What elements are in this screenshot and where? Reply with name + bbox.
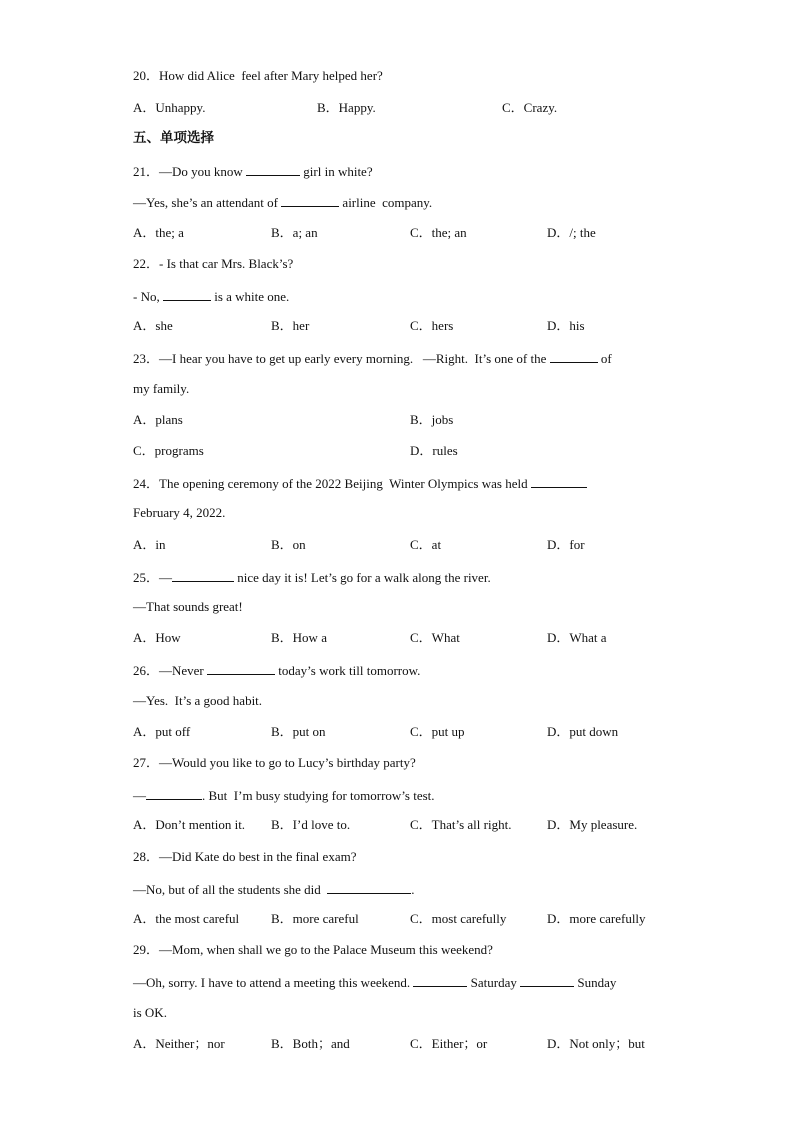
q26-option-c[interactable]: C．put up xyxy=(410,724,465,739)
q24-option-a[interactable]: A．in xyxy=(133,537,166,552)
q27-text-a: — xyxy=(133,788,146,803)
q29-line3: is OK. xyxy=(133,1005,167,1020)
q20-option-c[interactable]: C．Crazy. xyxy=(502,100,558,115)
q26-blank-1 xyxy=(207,661,275,675)
q27-option-b[interactable]: B．I’d love to. xyxy=(271,817,351,832)
q25-option-a[interactable]: A．How xyxy=(133,630,181,645)
q21-options xyxy=(133,225,673,241)
q29-line1: 29．—Mom, when shall we go to the Palace Museum this weekend? xyxy=(133,942,493,957)
q24-option-c[interactable]: C．at xyxy=(410,537,442,552)
q29-text-a: —Oh, sorry. I have to attend a meeting this weekend. xyxy=(133,975,414,990)
q28-option-c[interactable]: C．most carefully xyxy=(410,911,507,926)
q26-text-a: 26．—Never xyxy=(133,663,208,678)
q23-option-a[interactable]: A．plans xyxy=(133,412,183,427)
q20-option-a[interactable]: A．Unhappy. xyxy=(133,100,206,115)
q29-option-c[interactable]: C．Either；or xyxy=(410,1036,488,1051)
q28-text-a: —No, but of all the students she did xyxy=(133,882,328,897)
q21-text-d: airline company. xyxy=(339,195,433,210)
q29-line2 xyxy=(133,973,616,991)
q24-line1 xyxy=(133,474,587,492)
q28-blank-1 xyxy=(327,880,411,894)
q23-option-c[interactable]: C．programs xyxy=(133,443,204,458)
q22-options xyxy=(133,318,673,334)
q22-blank-1 xyxy=(163,287,211,301)
q28-line1: 28．—Did Kate do best in the final exam? xyxy=(133,849,357,864)
q26-options xyxy=(133,724,673,740)
q28-text-b: . xyxy=(411,882,415,897)
q25-options xyxy=(133,630,673,646)
q27-blank-1 xyxy=(146,786,202,800)
q29-option-a[interactable]: A．Neither；nor xyxy=(133,1036,225,1051)
q21-blank-1 xyxy=(246,162,300,176)
q27-option-c[interactable]: C．That’s all right. xyxy=(410,817,512,832)
q25-blank-1 xyxy=(172,568,234,582)
q24-option-b[interactable]: B．on xyxy=(271,537,306,552)
q29-text-c: Sunday xyxy=(574,975,617,990)
q23-text-b: of xyxy=(597,351,612,366)
q24-option-d[interactable]: D．for xyxy=(547,537,585,552)
q26-option-a[interactable]: A．put off xyxy=(133,724,191,739)
q23-line2: my family. xyxy=(133,381,190,396)
q29-blank-1 xyxy=(413,973,467,987)
section-title: 五、单项选择 xyxy=(133,130,214,146)
q21-text-a: 21．—Do you know xyxy=(133,164,247,179)
q28-option-d[interactable]: D．more carefully xyxy=(547,911,646,926)
q23-options-row1 xyxy=(133,412,673,428)
q23-option-b[interactable]: B．jobs xyxy=(410,412,454,427)
q21-line2 xyxy=(133,193,432,211)
q23-line1 xyxy=(133,349,612,367)
q24-blank-1 xyxy=(531,474,587,488)
q25-line1 xyxy=(133,568,491,586)
q27-option-d[interactable]: D．My pleasure. xyxy=(547,817,638,832)
q22-option-c[interactable]: C．hers xyxy=(410,318,454,333)
q21-option-c[interactable]: C．the; an xyxy=(410,225,467,240)
q22-text-b: is a white one. xyxy=(210,289,290,304)
q29-blank-2 xyxy=(520,973,574,987)
q21-text-c: —Yes, she’s an attendant of xyxy=(133,195,282,210)
q21-option-a[interactable]: A．the; a xyxy=(133,225,184,240)
q21-line1 xyxy=(133,162,373,180)
q22-option-d[interactable]: D．his xyxy=(547,318,585,333)
q26-text-b: today’s work till tomorrow. xyxy=(275,663,421,678)
q26-option-d[interactable]: D．put down xyxy=(547,724,619,739)
q22-option-b[interactable]: B．her xyxy=(271,318,310,333)
q28-options xyxy=(133,911,673,927)
q24-text-a: 24．The opening ceremony of the 2022 Beijing Winter Olympics was held xyxy=(133,476,531,491)
q25-text-b: nice day it is! Let’s go for a walk along the river. xyxy=(234,570,491,585)
q26-line2: —Yes. It’s a good habit. xyxy=(133,693,263,708)
q25-option-d[interactable]: D．What a xyxy=(547,630,607,645)
q27-text-b: . But I’m busy studying for tomorrow’s test. xyxy=(202,788,435,803)
q24-line2: February 4, 2022. xyxy=(133,505,226,520)
q22-line1: 22．- Is that car Mrs. Black’s? xyxy=(133,256,294,271)
q25-option-b[interactable]: B．How a xyxy=(271,630,327,645)
q25-text-a: 25．— xyxy=(133,570,173,585)
q29-text-b: Saturday xyxy=(467,975,521,990)
q20-options xyxy=(133,100,673,116)
q26-line1 xyxy=(133,661,420,679)
q22-option-a[interactable]: A．she xyxy=(133,318,173,333)
q29-option-b[interactable]: B．Both；and xyxy=(271,1036,350,1051)
q25-line2: —That sounds great! xyxy=(133,599,243,614)
q21-blank-2 xyxy=(281,193,339,207)
q22-line2 xyxy=(133,287,289,305)
q24-options xyxy=(133,537,673,553)
q20-option-b[interactable]: B．Happy. xyxy=(317,100,376,115)
q29-options xyxy=(133,1036,673,1052)
q28-option-b[interactable]: B．more careful xyxy=(271,911,359,926)
q25-option-c[interactable]: C．What xyxy=(410,630,460,645)
q23-blank-1 xyxy=(550,349,598,363)
q27-option-a[interactable]: A．Don’t mention it. xyxy=(133,817,246,832)
q21-option-d[interactable]: D．/; the xyxy=(547,225,596,240)
q20-stem: 20．How did Alice feel after Mary helped her? xyxy=(133,68,383,83)
q22-text-a: - No, xyxy=(133,289,163,304)
q23-options-row2 xyxy=(133,443,673,459)
q26-option-b[interactable]: B．put on xyxy=(271,724,326,739)
q28-option-a[interactable]: A．the most careful xyxy=(133,911,240,926)
q21-text-b: girl in white? xyxy=(300,164,373,179)
q23-text-a: 23．—I hear you have to get up early every morning. —Right. It’s one of the xyxy=(133,351,550,366)
q29-option-d[interactable]: D．Not only；but xyxy=(547,1036,645,1051)
q28-line2 xyxy=(133,880,415,898)
q27-options xyxy=(133,817,673,833)
q27-line1: 27．—Would you like to go to Lucy’s birthday party? xyxy=(133,755,416,770)
q23-option-d[interactable]: D．rules xyxy=(410,443,458,458)
q27-line2 xyxy=(133,786,435,804)
q21-option-b[interactable]: B．a; an xyxy=(271,225,318,240)
